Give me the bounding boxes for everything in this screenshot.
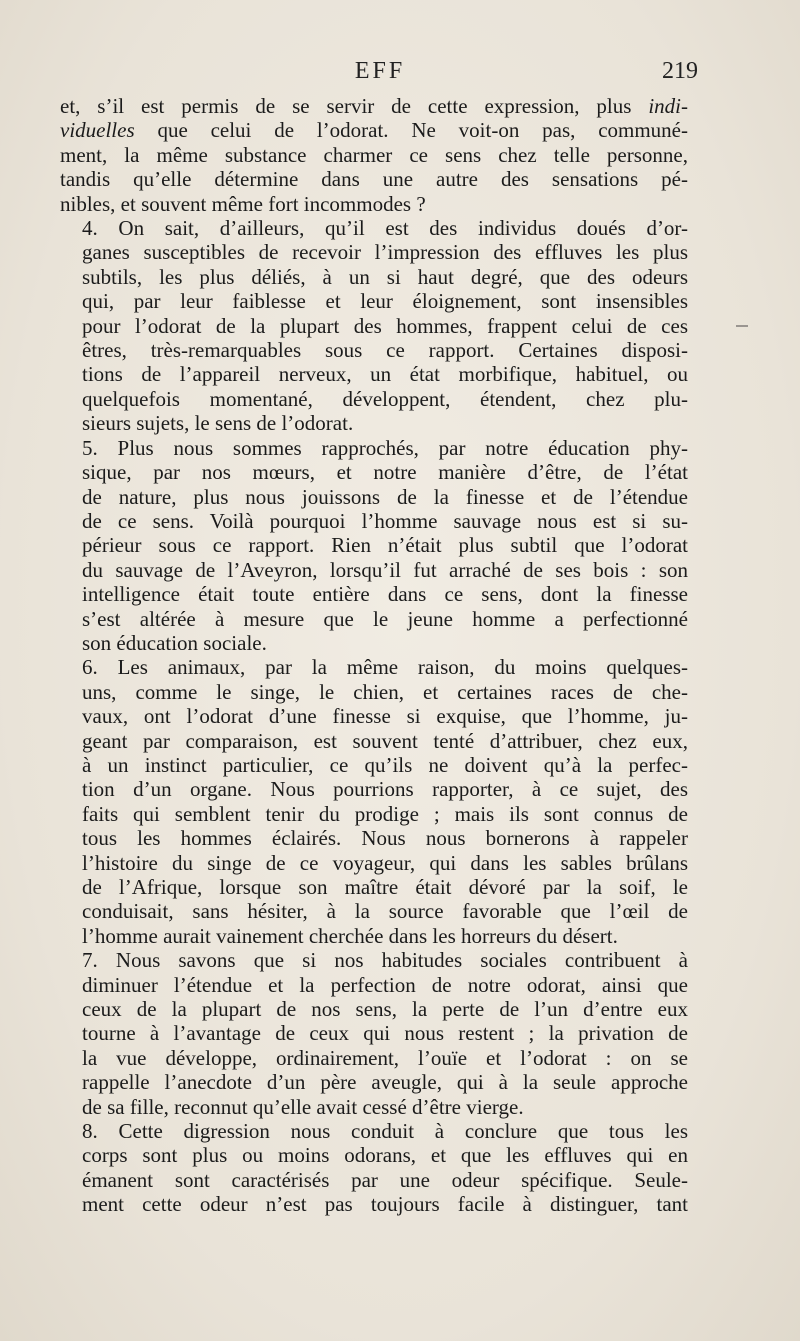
italic-text: indi-	[648, 94, 688, 118]
text-run: geant par comparaison, est souvent tenté d’attribuer, chez eux,	[82, 728, 688, 753]
text-line	[60, 753, 688, 777]
text-run: corps sont plus ou moins odorans, et que les effluves qui en	[82, 1143, 688, 1168]
text-line	[60, 1095, 688, 1119]
text-line	[60, 509, 688, 533]
text-line	[60, 533, 688, 557]
text-line	[60, 1192, 688, 1216]
text-line	[60, 411, 688, 435]
margin-mark	[736, 325, 748, 327]
text-line	[60, 558, 688, 582]
text-line	[60, 582, 688, 606]
text-line	[60, 1021, 688, 1045]
text-run: à un instinct particulier, ce qu’ils ne doivent qu’à la perfec-	[82, 752, 688, 777]
text-run: uns, comme le singe, le chien, et certaines races de che-	[82, 679, 688, 704]
text-run: rappelle l’anecdote d’un père aveugle, qui à la seule approche	[82, 1070, 688, 1095]
text-line	[60, 1119, 688, 1143]
text-line	[60, 265, 688, 289]
text-run: tion d’un organe. Nous pourrions rapporter, à ce sujet, des	[82, 777, 688, 802]
body-text	[60, 94, 688, 1217]
text-line	[60, 216, 688, 240]
text-run: émanent sont caractérisés par une odeur spécifique. Seule-	[82, 1167, 688, 1192]
text-run: qui, par leur faiblesse et leur éloignement, sont insensibles	[82, 289, 688, 314]
text-line	[60, 826, 688, 850]
text-run: ment cette odeur n’est pas toujours facile à distinguer, tant	[82, 1192, 688, 1217]
text-run: pour l’odorat de la plupart des hommes, frappent celui de ces	[82, 313, 688, 338]
text-line	[60, 704, 688, 728]
text-line	[60, 997, 688, 1021]
text-line	[60, 436, 688, 460]
text-run: ment, la même substance charmer ce sens chez telle personne,	[60, 142, 688, 167]
text-run: nibles, et souvent même fort incommodes ?	[60, 191, 426, 216]
text-line	[60, 851, 688, 875]
paragraph	[60, 948, 688, 1119]
text-line	[60, 802, 688, 826]
text-run: sique, par nos mœurs, et notre manière d’être, de l’état	[82, 460, 688, 485]
text-line	[60, 118, 688, 142]
text-run: tandis qu’elle détermine dans une autre des sensations pé-	[60, 167, 688, 192]
text-line	[60, 167, 688, 191]
paragraph	[60, 655, 688, 948]
text-run: vaux, ont l’odorat d’une finesse si exquise, que l’homme, ju-	[82, 704, 688, 729]
text-line	[60, 387, 688, 411]
running-title: EFF	[354, 58, 406, 84]
paragraph	[60, 216, 688, 436]
text-line	[60, 143, 688, 167]
text-run: 8. Cette digression nous conduit à conclure que tous les	[82, 1119, 688, 1144]
text-line	[60, 1070, 688, 1094]
text-run: 6. Les animaux, par la même raison, du moins quelques-	[82, 655, 688, 680]
text-line	[60, 655, 688, 679]
text-line	[60, 875, 688, 899]
text-line	[60, 289, 688, 313]
text-line	[60, 485, 688, 509]
text-run: ganes susceptibles de recevoir l’impression des effluves les plus	[82, 240, 688, 265]
text-line	[60, 680, 688, 704]
text-line	[60, 948, 688, 972]
text-run: s’est altérée à mesure que le jeune homme a perfectionné	[82, 606, 688, 631]
paragraph	[60, 1119, 688, 1217]
text-run: tous les hommes éclairés. Nous nous bornerons à rappeler	[82, 826, 688, 851]
running-head	[60, 58, 700, 92]
text-run: de ce sens. Voilà pourquoi l’homme sauvage nous est si su-	[82, 508, 688, 533]
text-run: intelligence était toute entière dans ce sens, dont la finesse	[82, 582, 688, 607]
text-line	[60, 1168, 688, 1192]
text-run: 7. Nous savons que si nos habitudes sociales contribuent à	[82, 948, 688, 973]
text-run: subtils, les plus déliés, à un si haut degré, que des odeurs	[82, 264, 688, 289]
paragraph	[60, 94, 688, 216]
text-line	[60, 973, 688, 997]
text-run: faits qui semblent tenir du prodige ; mais ils sont connus de	[82, 801, 688, 826]
text-line	[60, 924, 688, 948]
text-line	[60, 94, 688, 118]
text-run: du sauvage de l’Aveyron, lorsqu’il fut arraché de ses bois : son	[82, 557, 688, 582]
text-run: la vue développe, ordinairement, l’ouïe et l’odorat : on se	[82, 1045, 688, 1070]
paragraph	[60, 436, 688, 656]
text-run: périeur sous ce rapport. Rien n’était plus subtil que l’odorat	[82, 533, 688, 558]
text-line	[60, 460, 688, 484]
text-run: 5. Plus nous sommes rapprochés, par notre éducation phy-	[82, 435, 688, 460]
text-run: de l’Afrique, lorsque son maître était dévoré par la soif, le	[82, 875, 688, 899]
text-run: de nature, plus nous jouissons de la finesse et de l’étendue	[82, 484, 688, 509]
text-run: l’homme aurait vainement cherchée dans les horreurs du désert.	[82, 923, 618, 948]
italic-text: viduelles	[60, 118, 135, 143]
text-line	[60, 777, 688, 801]
text-run: tourne à l’avantage de ceux qui nous restent ; la privation de	[82, 1021, 688, 1046]
text-run: et, s’il est permis de se servir de cette expression, plus	[60, 94, 649, 118]
text-line	[60, 240, 688, 264]
text-run: tions de l’appareil nerveux, un état morbifique, habituel, ou	[82, 362, 688, 387]
text-run: de sa fille, reconnut qu’elle avait cessé d’être vierge.	[82, 1094, 524, 1119]
text-run: son éducation sociale.	[82, 630, 267, 655]
text-line	[60, 729, 688, 753]
text-line	[60, 362, 688, 386]
text-line	[60, 899, 688, 923]
page-number: 219	[662, 58, 698, 84]
text-run: ceux de la plupart de nos sens, la perte de l’un d’entre eux	[82, 997, 688, 1022]
text-run: diminuer l’étendue et la perfection de notre odorat, ainsi que	[82, 972, 688, 997]
text-line	[60, 1143, 688, 1167]
text-run: l’histoire du singe de ce voyageur, qui dans les sables brûlans	[82, 850, 688, 875]
text-line	[60, 192, 688, 216]
text-line	[60, 607, 688, 631]
text-line	[60, 631, 688, 655]
text-run: que celui de l’odorat. Ne voit-on pas, communé-	[134, 118, 688, 143]
text-line	[60, 314, 688, 338]
text-line	[60, 338, 688, 362]
text-run: conduisait, sans hésiter, à la source favorable que l’œil de	[82, 899, 688, 924]
text-run: quelquefois momentané, développent, étendent, chez plu-	[82, 386, 688, 411]
text-run: 4. On sait, d’ailleurs, qu’il est des individus doués d’or-	[82, 216, 688, 241]
text-run: sieurs sujets, le sens de l’odorat.	[82, 411, 354, 436]
text-run: êtres, très-remarquables sous ce rapport. Certaines disposi-	[82, 338, 688, 363]
text-line	[60, 1046, 688, 1070]
